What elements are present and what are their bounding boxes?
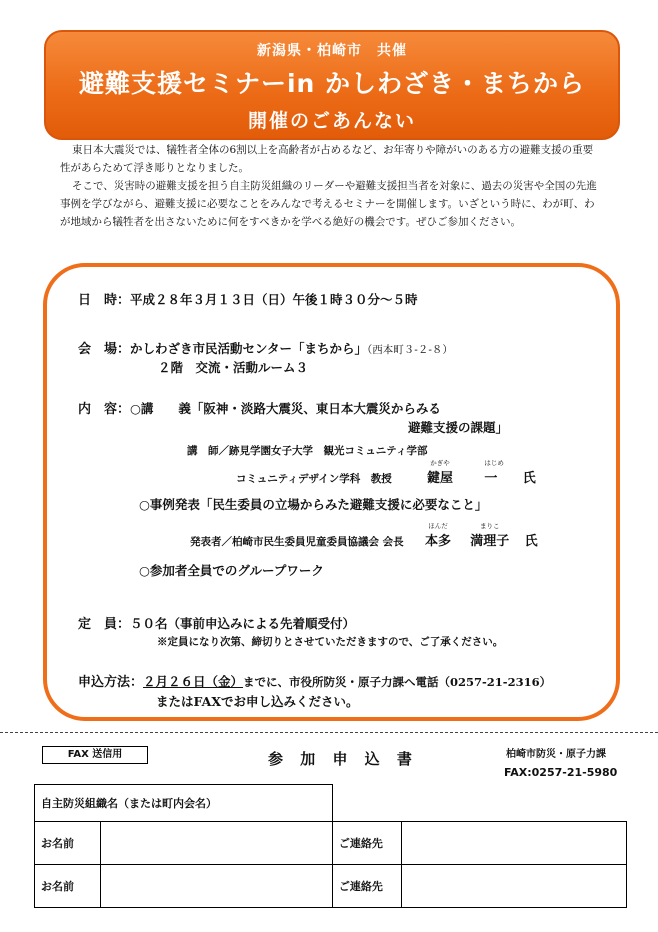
contact-field-2[interactable] bbox=[402, 865, 627, 908]
lecturer-given-ruby: はじめ bbox=[484, 459, 504, 467]
lecturer-department bbox=[236, 459, 536, 486]
intro-text bbox=[60, 141, 600, 231]
fax-number: FAX:0257-21-5980 bbox=[504, 766, 618, 779]
apply-label: 申込方法： bbox=[78, 675, 144, 690]
presenter-surname-ruby: ほんだ bbox=[428, 522, 448, 530]
intro-paragraph-1: 東日本大震災では、犠牲者全体の6割以上を高齢者が占めるなど、お年寄りや障がいのある方の避難支援の重要性があらためて浮き彫りとなりました。 bbox=[60, 144, 594, 174]
contact-label-1: ご連絡先 bbox=[332, 822, 401, 865]
cut-line bbox=[0, 732, 658, 733]
org-name-label: 自主防災組織名（または町内会名） bbox=[35, 785, 333, 822]
presenter-surname-text: 本多 bbox=[424, 534, 451, 549]
presenter-given-ruby: まりこ bbox=[480, 522, 500, 530]
date-label: 日 時： bbox=[78, 293, 131, 308]
presenter-surname bbox=[424, 522, 451, 549]
form-organization: 柏崎市防災・原子力課 bbox=[506, 749, 606, 760]
capacity-note: ※定員になり次第、締切りとさせていただきますので、ご了承ください。 bbox=[157, 636, 504, 648]
applicant-row-1 bbox=[35, 822, 627, 865]
presenter-given-name bbox=[470, 522, 510, 549]
venue-room: ２階 交流・活動ルーム３ bbox=[158, 360, 309, 375]
contact-field-1[interactable] bbox=[402, 822, 627, 865]
applicant-row-2 bbox=[35, 865, 627, 908]
lecturer-surname bbox=[427, 459, 454, 486]
apply-fax: またはFAXでお申し込みください。 bbox=[156, 694, 359, 709]
lecturer-surname-ruby: かぎや bbox=[430, 459, 450, 467]
name-label-2: お名前 bbox=[35, 865, 101, 908]
group-work: ○参加者全員でのグループワーク bbox=[139, 563, 324, 578]
name-field-1[interactable] bbox=[101, 822, 333, 865]
lecturer-given-name bbox=[484, 459, 504, 486]
org-name-row bbox=[35, 785, 627, 822]
venue-row bbox=[78, 338, 453, 357]
capacity-row bbox=[78, 613, 355, 632]
intro-paragraph-2: そこで、災害時の避難支援を担う自主防災組織のリーダーや避難支援担当者を対象に、過去の災害や全国の先進事例を学びながら、避難支援に必要なことをみんなで考えるセミナーを開催します。いざという時に、わが町、わが地域から犠牲者を出さないために何をすべきかを学べる絶好の機会です。ぜひご参加ください。 bbox=[60, 180, 597, 228]
seminar-title: 避難支援セミナーin かしわざき・まちから bbox=[78, 69, 586, 98]
apply-row bbox=[78, 671, 551, 690]
details-box bbox=[43, 263, 620, 721]
capacity-label: 定 員： bbox=[78, 617, 131, 632]
content-row bbox=[78, 398, 441, 417]
venue-label: 会 場： bbox=[78, 342, 131, 357]
lecturer-honorific: 氏 bbox=[522, 471, 536, 486]
presenter-affiliation: 発表者／柏崎市民生委員児童委員協議会 会長 bbox=[190, 536, 404, 548]
title-banner bbox=[44, 30, 620, 140]
organizers-text: 新潟県・柏崎市 共催 bbox=[257, 43, 407, 59]
lecturer-given-text: 一 bbox=[484, 471, 498, 486]
contact-label-2: ご連絡先 bbox=[332, 865, 401, 908]
lecturer-surname-text: 鍵屋 bbox=[427, 471, 454, 486]
lecture-title-line1: ○講 義「阪神・淡路大震災、東日本大震災からみる bbox=[130, 401, 441, 416]
case-presentation-title: ○事例発表「民生委員の立場からみた避難支援に必要なこと」 bbox=[139, 497, 488, 512]
apply-deadline: ２月２６日（金） bbox=[143, 674, 244, 689]
form-title: 参 加 申 込 書 bbox=[268, 750, 418, 768]
date-value: 平成２８年３月１３日（日）午後１時３０分～５時 bbox=[130, 292, 418, 307]
seminar-subtitle: 開催のごあんない bbox=[247, 110, 416, 132]
presenter-line bbox=[190, 522, 538, 549]
name-label-1: お名前 bbox=[35, 822, 101, 865]
lecturer-position: コミュニティデザイン学科 教授 bbox=[236, 473, 392, 485]
fax-send-label: FAX 送信用 bbox=[42, 746, 148, 764]
org-name-field[interactable] bbox=[332, 785, 626, 822]
apply-phone: までに、市役所防災・原子力課へ電話（0257-21-2316） bbox=[243, 675, 552, 689]
date-row bbox=[78, 289, 418, 308]
presenter-honorific: 氏 bbox=[524, 534, 538, 549]
capacity-value: ５０名（事前申込みによる先着順受付） bbox=[130, 616, 356, 631]
application-form bbox=[34, 784, 627, 908]
presenter-given-text: 満理子 bbox=[470, 534, 510, 549]
lecturer-affiliation: 講 師／跡見学園女子大学 観光コミュニティ学部 bbox=[187, 445, 428, 457]
content-label: 内 容： bbox=[78, 402, 131, 417]
name-field-2[interactable] bbox=[101, 865, 333, 908]
venue-address: （西本町３-２-８） bbox=[367, 344, 453, 356]
venue-value: かしわざき市民活動センター「まちから」 bbox=[130, 341, 368, 356]
lecture-title-line2: 避難支援の課題」 bbox=[408, 420, 509, 435]
